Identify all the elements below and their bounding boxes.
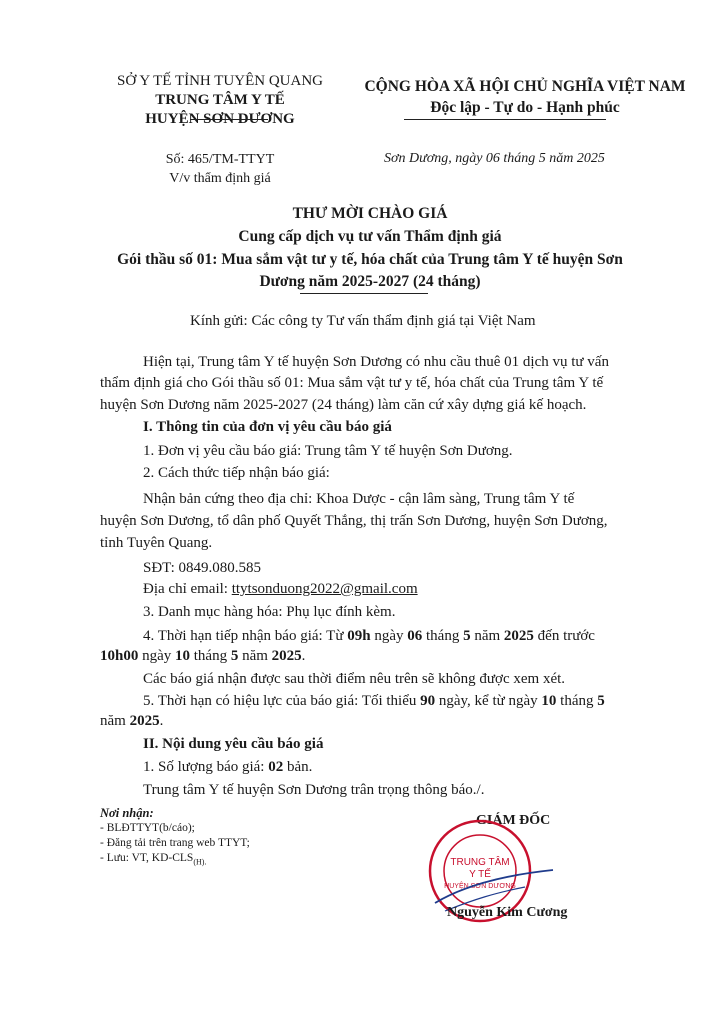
- item4-text: 4. Thời hạn tiếp nhận báo giá: Từ: [143, 628, 348, 644]
- intro-line1: Hiện tại, Trung tâm Y tế huyện Sơn Dương có nhu cầu thuê 01 dịch vụ tư vấn: [143, 354, 609, 370]
- item4-start-day: 06: [407, 628, 423, 644]
- item5-month: 5: [597, 693, 605, 709]
- item4-end-month: 5: [230, 648, 239, 664]
- item4-text: tháng: [190, 648, 231, 664]
- document-number: Số: 465/TM-TTYT: [165, 152, 275, 167]
- phone-number: SĐT: 0849.080.585: [143, 560, 262, 576]
- signer-name: Nguyễn Kim Cương: [447, 905, 568, 920]
- item5-text: .: [159, 713, 164, 729]
- recipient-item: - BLĐTTYT(b/cáo);: [100, 822, 195, 834]
- address-line1: Nhận bản cứng theo địa chỉ: Khoa Dược - cận lâm sàng, Trung tâm Y tế: [143, 491, 575, 507]
- section2-heading: II. Nội dung yêu cầu báo giá: [143, 736, 324, 752]
- item4-start-year: 2025: [503, 628, 534, 644]
- address-line2: huyện Sơn Dương, tổ dân phố Quyết Thắng, thị trấn Sơn Dương, huyện Sơn Dương,: [100, 513, 608, 529]
- document-reference: [160, 150, 280, 188]
- item4-text: năm: [238, 648, 272, 664]
- item-text: 1. Số lượng báo giá:: [143, 759, 269, 775]
- item5-text: 5. Thời hạn có hiệu lực của báo giá: Tối thiểu: [143, 693, 421, 709]
- item4-text: .: [301, 648, 306, 664]
- item5-days: 90: [420, 693, 436, 709]
- recipients-block: [100, 806, 250, 869]
- item5-text: ngày, kể từ ngày: [435, 693, 542, 709]
- recipient-item: - Đăng tải trên trang web TTYT;: [100, 837, 250, 849]
- nation-name: CỘNG HÒA XÃ HỘI CHỦ NGHĨA VIỆT NAM: [364, 78, 686, 95]
- email-label: Địa chỉ email:: [143, 581, 232, 597]
- recipient-subscript: (H).: [193, 857, 207, 867]
- recipient-text: - Lưu: VT, KD-CLS: [100, 852, 194, 864]
- item4-text: đến trước: [533, 628, 595, 644]
- national-motto: Độc lập - Tự do - Hạnh phúc: [430, 99, 620, 116]
- item-text: bản.: [283, 759, 313, 775]
- recipients-heading: Nơi nhận:: [100, 806, 154, 820]
- late-submission-note: Các báo giá nhận được sau thời điểm nêu trên sẽ không được xem xét.: [143, 671, 566, 687]
- item5-text: năm: [100, 713, 130, 729]
- item4-text: ngày: [138, 648, 176, 664]
- section1-item4-line2: [100, 648, 305, 665]
- document-subject: V/v thẩm định giá: [169, 171, 271, 186]
- department-name: SỞ Y TẾ TỈNH TUYÊN QUANG: [117, 73, 323, 89]
- closing-statement: Trung tâm Y tế huyện Sơn Dương trân trọng thông báo./.: [143, 782, 485, 798]
- header-right-rule: [404, 119, 606, 120]
- item4-text: ngày: [370, 628, 408, 644]
- item4-text: năm: [470, 628, 504, 644]
- section1-item1: 1. Đơn vị yêu cầu báo giá: Trung tâm Y tế huyện Sơn Dương.: [143, 443, 513, 459]
- section1-item4-line1: [143, 628, 595, 645]
- signer-title: GIÁM ĐỐC: [476, 813, 551, 828]
- organization-name: TRUNG TÂM Y TẾ: [155, 92, 285, 108]
- email-link[interactable]: ttytsonduong2022@gmail.com: [231, 581, 418, 597]
- stamp-text-line1: TRUNG TÂM: [450, 857, 510, 868]
- national-header: [355, 76, 695, 118]
- item4-end-day: 10: [175, 648, 191, 664]
- document-title: THƯ MỜI CHÀO GIÁ: [292, 205, 448, 222]
- title-rule: [300, 293, 428, 294]
- recipient-item: [100, 851, 250, 869]
- item4-end-hour: 10h00: [100, 648, 139, 664]
- greeting: Kính gửi: Các công ty Tư vấn thẩm định giá tại Việt Nam: [190, 313, 536, 329]
- organization-district: HUYỆN SƠN DƯƠNG: [145, 111, 295, 127]
- item5-year: 2025: [129, 713, 160, 729]
- quote-count: 02: [268, 759, 284, 775]
- item4-start-hour: 09h: [347, 628, 371, 644]
- section2-item1: [143, 759, 312, 776]
- section1-heading: I. Thông tin của đơn vị yêu cầu báo giá: [143, 419, 392, 435]
- address-line3: tỉnh Tuyên Quang.: [100, 535, 213, 551]
- section1-item2: 2. Cách thức tiếp nhận báo giá:: [143, 465, 330, 481]
- email-line: [143, 581, 418, 598]
- document-date: Sơn Dương, ngày 06 tháng 5 năm 2025: [384, 151, 605, 166]
- section1-item3: 3. Danh mục hàng hóa: Phụ lục đính kèm.: [143, 604, 396, 620]
- section1-item5-line2: [100, 713, 163, 730]
- stamp-text-line2: Y TẾ: [469, 869, 491, 880]
- stamp-text-line3: HUYỆN SƠN DƯƠNG: [444, 883, 516, 890]
- item4-end-year: 2025: [271, 648, 302, 664]
- item5-text: tháng: [556, 693, 598, 709]
- package-title-line1: Gói thầu số 01: Mua sắm vật tư y tế, hóa chất của Trung tâm Y tế huyện Sơn: [117, 251, 623, 268]
- issuer-block: [100, 72, 340, 129]
- document-subtitle: Cung cấp dịch vụ tư vấn Thẩm định giá: [238, 228, 502, 245]
- header-left-rule: [190, 119, 268, 120]
- item4-start-month: 5: [463, 628, 471, 644]
- item5-day: 10: [541, 693, 557, 709]
- intro-line2: thẩm định giá cho Gói thầu số 01: Mua sắm vật tư y tế, hóa chất của Trung tâm Y tế: [100, 375, 604, 391]
- section1-item5-line1: [143, 693, 605, 710]
- package-title-line2: Dương năm 2025-2027 (24 tháng): [259, 273, 481, 290]
- item4-text: tháng: [422, 628, 464, 644]
- intro-line3: huyện Sơn Dương năm 2025-2027 (24 tháng) làm căn cứ xây dựng giá kế hoạch.: [100, 397, 587, 413]
